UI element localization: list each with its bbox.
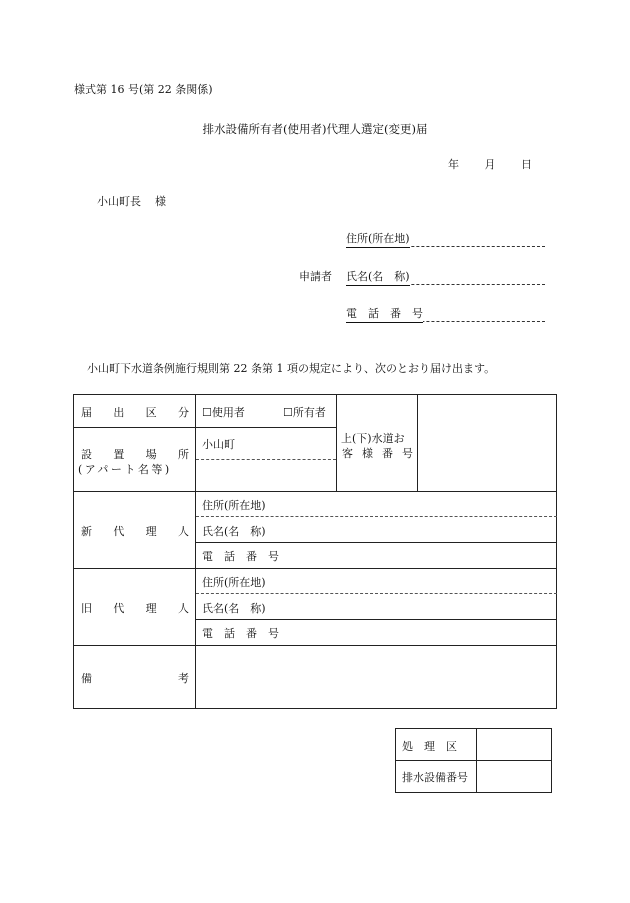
divider xyxy=(74,645,557,646)
date-year-label: 年 xyxy=(448,158,459,171)
divider xyxy=(74,491,557,492)
customer-number-label-line1: 上(下)水道お xyxy=(341,432,405,445)
equipment-number-label: 排水設備番号 xyxy=(402,771,468,784)
date-line xyxy=(426,156,532,172)
old-agent-name-label: 氏名(名 称) xyxy=(202,602,266,615)
old-agent-phone-label: 電 話 番 号 xyxy=(202,627,279,640)
applicant-phone-label: 電 話 番 号 xyxy=(346,305,423,323)
option-owner-checkbox[interactable]: ☐ 所有者 xyxy=(283,404,326,420)
applicant-label: 申請者 xyxy=(299,270,332,283)
addressee-honorific: 様 xyxy=(155,195,166,208)
new-agent-name-label: 氏名(名 称) xyxy=(202,525,266,538)
divider xyxy=(195,395,196,709)
date-month-label: 月 xyxy=(484,158,496,171)
divider xyxy=(417,395,418,491)
divider xyxy=(396,760,551,761)
statement: 小山町下水道条例施行規則第 22 条第 1 項の規定により、次のとおり届け出ます。 xyxy=(87,362,496,375)
notify-type-label: 届 出 区 分 xyxy=(81,406,189,419)
customer-number-label-line2: 客 様 番 号 xyxy=(342,447,413,460)
applicant-phone-field[interactable] xyxy=(346,305,545,322)
new-agent-label: 新 代 理 人 xyxy=(81,525,189,538)
location-sub-label: (アパート名等) xyxy=(78,463,172,476)
district-label: 処 理 区 xyxy=(402,740,457,753)
option-user-checkbox[interactable]: ☐ 使用者 xyxy=(202,404,245,420)
main-form-table xyxy=(73,394,557,709)
old-agent-address-label: 住所(所在地) xyxy=(202,576,266,589)
divider xyxy=(195,619,557,620)
applicant-address-label: 住所(所在地) xyxy=(346,230,410,248)
addressee xyxy=(97,193,166,209)
form-number: 様式第 16 号(第 22 条関係) xyxy=(74,83,213,96)
office-use-table xyxy=(395,728,552,793)
location-label: 設 置 場 所 xyxy=(81,448,189,461)
location-value[interactable]: 小山町 xyxy=(202,438,235,451)
new-agent-address-label: 住所(所在地) xyxy=(202,499,266,512)
divider xyxy=(74,568,557,569)
dashed-divider xyxy=(196,516,557,517)
addressee-name: 小山町長 xyxy=(97,195,141,208)
new-agent-phone-label: 電 話 番 号 xyxy=(202,550,279,563)
remarks-label: 備 考 xyxy=(81,672,189,685)
divider xyxy=(336,395,337,491)
document-title: 排水設備所有者(使用者)代理人選定(変更)届 xyxy=(202,122,428,136)
applicant-name-label: 氏名(名 称) xyxy=(346,268,410,286)
dashed-divider xyxy=(196,593,557,594)
divider xyxy=(195,542,557,543)
applicant-name-field[interactable] xyxy=(346,268,545,285)
old-agent-label: 旧 代 理 人 xyxy=(81,602,189,615)
dashed-divider xyxy=(196,459,336,460)
applicant-address-field[interactable] xyxy=(346,230,545,247)
date-day-label: 日 xyxy=(521,158,532,171)
divider xyxy=(74,427,336,428)
